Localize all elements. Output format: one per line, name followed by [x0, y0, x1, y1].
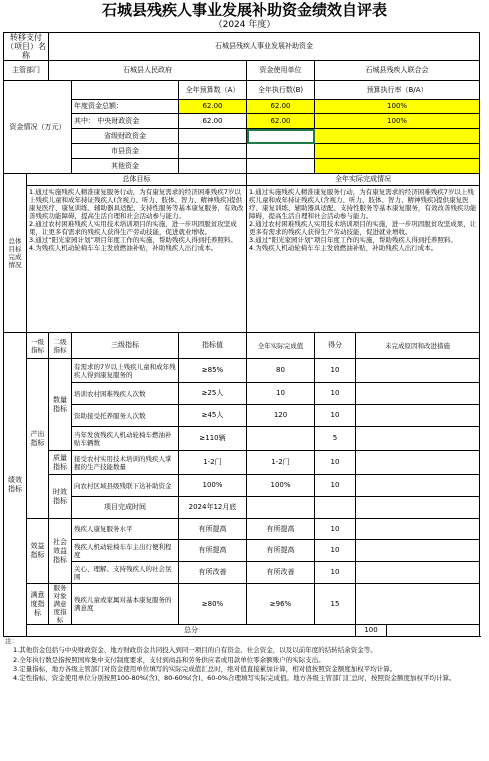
indicator-reason[interactable]	[356, 497, 480, 519]
quality-label: 质量指标	[49, 451, 72, 475]
indicator-actual[interactable]: 有所改善	[247, 562, 315, 584]
indicator-target[interactable]: ≥25人	[179, 383, 247, 405]
fund-row-label: 其他资金	[72, 159, 179, 174]
indicator-target[interactable]: 2024年12月底	[179, 497, 247, 519]
fund-rate-cell[interactable]	[315, 144, 480, 159]
note-item: 3.定量指标，地方各级主管部门对资金使用单位填写的实际完成值汇总时，绝对值直接累加计算，相对值按照资金额度加权平均计算。	[13, 664, 397, 673]
indicator-reason[interactable]	[356, 584, 480, 625]
indicator-name[interactable]: 残疾人机动轮椅车车主出行便利程度	[72, 540, 179, 562]
indicator-actual[interactable]	[247, 427, 315, 451]
indicator-reason[interactable]	[356, 405, 480, 427]
indicator-name[interactable]: 残疾人康复服务水平	[72, 519, 179, 540]
header-level3: 三级指标	[72, 333, 179, 359]
unit-value[interactable]: 石城县残疾人联合会	[315, 61, 480, 81]
fund-row-label: 省级财政资金	[72, 129, 179, 144]
header-level1: 一级指标	[27, 333, 49, 359]
fund-row-label: 年度资金总额：	[72, 100, 179, 114]
indicator-score[interactable]: 10	[315, 359, 356, 383]
indicator-score[interactable]: 5	[315, 427, 356, 451]
indicator-actual[interactable]: 有所提高	[247, 519, 315, 540]
header-score: 得分	[315, 333, 356, 359]
indicator-score[interactable]: 10	[315, 405, 356, 427]
indicator-target[interactable]: 有所提高	[179, 540, 247, 562]
indicator-score[interactable]: 10	[315, 562, 356, 584]
fund-executed-cell[interactable]: 62.00	[247, 114, 315, 129]
indicator-actual[interactable]	[247, 497, 315, 519]
goals-col-actual: 全年实际完成情况	[247, 174, 480, 186]
indicator-target[interactable]: ≥85%	[179, 359, 247, 383]
indicator-name[interactable]: 项目完成时间	[72, 497, 179, 519]
indicator-score[interactable]: 10	[315, 451, 356, 475]
indicator-name[interactable]: 关心、理解、支持残疾人的社会氛围	[72, 562, 179, 584]
header-actual: 全年实际完成值	[247, 333, 315, 359]
dept-value[interactable]: 石城县人民政府	[49, 61, 247, 81]
fund-budget-cell[interactable]	[179, 144, 247, 159]
indicator-name[interactable]: 残疾儿童或家属对基本康复服务的满意度	[72, 584, 179, 625]
fund-rate-cell[interactable]	[315, 159, 480, 174]
indicators-section-label: 绩效指标	[4, 333, 27, 637]
satisfaction-sub-label: 服务对象满意度指标	[49, 584, 72, 625]
fund-executed-cell[interactable]	[247, 159, 315, 174]
fund-budget-cell[interactable]: 62.00	[179, 114, 247, 129]
funds-header-blank	[72, 81, 179, 100]
indicator-actual[interactable]: ≥96%	[247, 584, 315, 625]
project-name-value[interactable]: 石城县残疾人事业发展补助资金	[49, 33, 480, 61]
fund-rate-cell[interactable]: 100%	[315, 114, 480, 129]
indicator-target[interactable]: 100%	[179, 475, 247, 497]
quantity-label: 数量指标	[49, 359, 72, 451]
indicator-actual[interactable]: 有所提高	[247, 540, 315, 562]
indicator-name[interactable]: 培训农村困难残疾人次数	[72, 383, 179, 405]
indicator-reason[interactable]	[356, 540, 480, 562]
indicator-reason[interactable]	[356, 383, 480, 405]
indicator-target[interactable]: ≥110辆	[179, 427, 247, 451]
indicator-actual[interactable]: 120	[247, 405, 315, 427]
col-budget: 全年预算数（A）	[179, 81, 247, 100]
indicator-reason[interactable]	[356, 427, 480, 451]
page-subtitle: （2024 年度）	[213, 20, 276, 30]
evaluation-table	[3, 32, 480, 637]
goals-section-label: 总体目标完成情况	[4, 174, 27, 333]
fund-budget-cell[interactable]: 62.00	[179, 100, 247, 114]
goals-actual-text[interactable]: 1.通过实施残疾人精准康复服务行动，为有康复需求的经济困难残疾7岁以上残疾儿童和成年持证残疾人(含视力、听力、肢体、智力、精神残疾)提供康复医疗、康复训练、辅助器具适配、支持性服务等基本康复服务，有效改善残疾功能障碍，提高生活自理和社会活动参与能力。 2.通过农村困难残疾人实用技术培训项目的实施，进一步巩固脱贫攻坚成果，让更多有需求的残疾人获得生产劳动技能，促进就业增收。 3.通过“阳光家园计划”项目年度工作的实施，帮助残疾人得到托养照料。 4.为残疾人机动轮椅车车主发放燃油补贴，补助残疾人出行成本。	[247, 186, 480, 333]
indicator-actual[interactable]: 10	[247, 383, 315, 405]
dept-label: 主管部门	[4, 61, 49, 81]
page-title: 石城县残疾人事业发展补助资金绩效自评表	[101, 1, 387, 19]
indicator-reason[interactable]	[356, 451, 480, 475]
time-label: 时效指标	[49, 475, 72, 519]
indicator-score[interactable]: 10	[315, 475, 356, 497]
indicator-reason[interactable]	[356, 359, 480, 383]
header-reason: 未完成原因和改进措施	[356, 333, 480, 359]
indicator-target[interactable]: ≥80%	[179, 584, 247, 625]
indicator-reason[interactable]	[356, 519, 480, 540]
notes-block	[3, 637, 479, 683]
indicator-score[interactable]: 10	[315, 540, 356, 562]
fund-rate-cell[interactable]: 100%	[315, 100, 480, 114]
indicator-actual[interactable]: 80	[247, 359, 315, 383]
indicator-name[interactable]: 资助接受托养服务人次数	[72, 405, 179, 427]
indicator-actual[interactable]: 1-2门	[247, 451, 315, 475]
fund-row-label: 市县资金	[72, 144, 179, 159]
satisfaction-label: 满意度指标	[27, 584, 49, 625]
indicator-score[interactable]	[315, 497, 356, 519]
unit-label: 资金使用单位	[247, 61, 315, 81]
fund-executed-cell[interactable]	[247, 144, 315, 159]
indicator-score[interactable]: 10	[315, 383, 356, 405]
indicator-target[interactable]: 1-2门	[179, 451, 247, 475]
col-executed: 全年执行数(B)	[247, 81, 315, 100]
fund-executed-cell[interactable]: 62.00	[247, 100, 315, 114]
indicator-reason[interactable]	[356, 475, 480, 497]
indicator-reason[interactable]	[356, 562, 480, 584]
header-target: 指标值	[179, 333, 247, 359]
col-rate: 预算执行率（B/A）	[315, 81, 480, 100]
fund-rate-cell[interactable]	[315, 129, 480, 144]
header-level2: 二级指标	[49, 333, 72, 359]
total-label: 总分	[27, 625, 356, 637]
indicator-target[interactable]: ≥45人	[179, 405, 247, 427]
indicator-target[interactable]: 有所提高	[179, 519, 247, 540]
social-label: 社会效益指标	[49, 519, 72, 584]
fund-budget-cell[interactable]	[179, 129, 247, 144]
note-item: 2.全年执行数是指按照国库集中支付制度要求，支付到商品和劳务供应者或用款单位零余额账户的实际支出。	[13, 655, 325, 664]
output-label: 产出指标	[27, 359, 49, 519]
indicator-name[interactable]: 当年发放残疾人机动轮椅车燃油补贴车辆数	[72, 427, 179, 451]
goals-target-text[interactable]: 1.通过实施残疾人精准康复服务行动，为有康复需求的经济困难残疾7岁以上残疾儿童和成年持证残疾人(含视力、听力、肢体、智力、精神残疾)提供康复医疗、康复训练、辅助器具适配、支持性服务等基本康复服务，有效改善残疾功能障碍，提高生活自理和社会活动参与能力。 2.通过农村困难残疾人实用技术培训项目的实施，进一步巩固脱贫攻坚成果，让更多有需求的残疾人获得生产劳动技能，促进就业增收。 3.通过“阳光家园计划”项目年度工作的实施，帮助残疾人得到托养照料。 4.为残疾人机动轮椅车车主发放燃油补贴，补助残疾人出行成本。	[27, 186, 247, 333]
indicator-name[interactable]: 向农村区域县级残联下达补助资金	[72, 475, 179, 497]
indicator-score[interactable]: 15	[315, 584, 356, 625]
fund-row-label: 其中： 中央财政资金	[72, 114, 179, 129]
project-name-label: 转移支付（项目）名称	[4, 33, 49, 61]
total-score[interactable]: 100	[356, 625, 387, 637]
effect-label: 效益指标	[27, 519, 49, 584]
indicator-score[interactable]: 10	[315, 519, 356, 540]
fund-executed-cell[interactable]	[247, 129, 315, 144]
goals-col-target: 总体目标	[27, 174, 247, 186]
funds-section-label: 资金情况（万元）	[4, 81, 72, 174]
indicator-name[interactable]: 接受农村实用技术培训的残疾人掌握的生产技能数量	[72, 451, 179, 475]
fund-budget-cell[interactable]	[179, 159, 247, 174]
note-item: 1.其他资金包括与中央财政资金、地方财政资金共同投入到同一项目的自有资金、社会资金，以及以前年度的结转结余资金等。	[13, 646, 377, 655]
indicator-actual[interactable]: 100%	[247, 475, 315, 497]
notes-label: 注：	[5, 637, 18, 645]
indicator-name[interactable]: 有需求的7岁以上残疾儿童和成年残疾人得到康复服务的	[72, 359, 179, 383]
indicator-target[interactable]: 有所改善	[179, 562, 247, 584]
total-reason[interactable]	[387, 625, 480, 637]
note-item: 4.定性指标，资金使用单位分别按照100-80%(含)、80-60%(含)、60-0%合理填写实际完成值。地方各级主管部门汇总时，按照资金额度加权平均计算。	[13, 674, 456, 683]
